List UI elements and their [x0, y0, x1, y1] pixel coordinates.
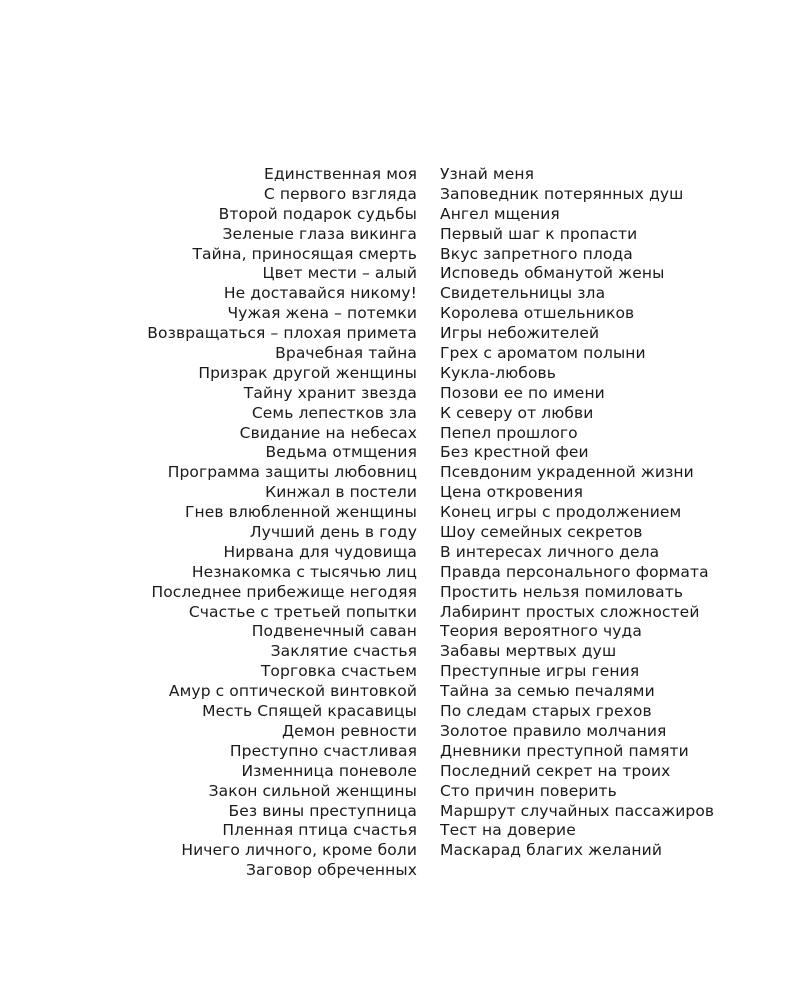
- book-title: Ангел мщения: [440, 204, 560, 223]
- book-title: Шоу семейных секретов: [440, 523, 643, 542]
- book-title: Тайна за семью печалями: [440, 682, 655, 701]
- book-title: Заклятие счастья: [270, 642, 417, 661]
- book-title: Программа защиты любовниц: [167, 463, 417, 482]
- book-title: Последний секрет на троих: [440, 761, 671, 780]
- book-title: Пленная птица счастья: [222, 821, 417, 840]
- book-title: Заговор обреченных: [245, 861, 417, 880]
- book-title: Торговка счастьем: [260, 662, 417, 681]
- book-title: Маршрут случайных пассажиров: [440, 801, 715, 820]
- book-title: Тест на доверие: [440, 821, 576, 840]
- book-title: Амур с оптической винтовкой: [168, 682, 417, 701]
- book-title: Закон сильной женщины: [208, 781, 417, 800]
- book-title: Золотое правило молчания: [440, 721, 667, 740]
- book-title: Забавы мертвых душ: [440, 642, 617, 661]
- book-title: Первый шаг к пропасти: [440, 224, 638, 243]
- book-title: Правда персонального формата: [440, 562, 709, 581]
- book-title: Тайну хранит звезда: [243, 383, 417, 402]
- book-title: Без вины преступница: [228, 801, 417, 820]
- book-title: Кинжал в постели: [265, 483, 417, 502]
- book-title: Месть Спящей красавицы: [202, 702, 417, 721]
- book-title: Преступно счастливая: [229, 741, 417, 760]
- book-title: Простить нельзя помиловать: [440, 582, 684, 601]
- book-title: Цена откровения: [440, 483, 584, 502]
- book-title: К северу от любви: [440, 403, 594, 422]
- book-title: Королева отшельников: [440, 304, 635, 323]
- book-title: Нирвана для чудовища: [223, 542, 417, 561]
- book-title: Теория вероятного чуда: [440, 622, 642, 641]
- book-title: Пепел прошлого: [440, 423, 578, 442]
- book-title: Изменница поневоле: [241, 761, 417, 780]
- book-title: Дневники преступной памяти: [440, 741, 689, 760]
- book-title: В интересах личного дела: [440, 542, 660, 561]
- book-title: Заповедник потерянных душ: [440, 184, 684, 203]
- book-title: Маскарад благих желаний: [440, 841, 663, 860]
- book-title: Ведьма отмщения: [265, 443, 417, 462]
- book-title: Вкус запретного плода: [440, 244, 633, 263]
- book-title: Свидание на небесах: [239, 423, 417, 442]
- book-title: Счастье с третьей попытки: [188, 602, 417, 621]
- book-title: Цвет мести – алый: [262, 264, 417, 283]
- book-title: Тайна, приносящая смерть: [192, 244, 417, 263]
- book-title: Единственная моя: [263, 165, 417, 183]
- book-title: Грех с ароматом полыни: [440, 344, 646, 363]
- book-title: Возвращаться – плохая примета: [147, 324, 417, 343]
- book-title: Ничего личного, кроме боли: [181, 841, 417, 860]
- book-title-list-right: [440, 165, 714, 861]
- book-title: Демон ревности: [281, 721, 417, 740]
- book-title: Конец игры с продолжением: [440, 503, 682, 522]
- book-title: Второй подарок судьбы: [218, 204, 417, 223]
- book-title: С первого взгляда: [263, 184, 417, 203]
- book-title: Не доставайся никому!: [223, 284, 417, 303]
- book-title: Преступные игры гения: [440, 662, 640, 681]
- book-title: Чужая жена – потемки: [227, 304, 417, 323]
- book-title: Без крестной феи: [440, 443, 589, 462]
- book-title: Исповедь обманутой жены: [440, 264, 665, 283]
- book-title: Кукла-любовь: [440, 363, 557, 382]
- book-title: Зеленые глаза викинга: [222, 224, 417, 243]
- book-title: Незнакомка с тысячью лиц: [191, 562, 417, 581]
- book-title: Псевдоним украденной жизни: [440, 463, 694, 482]
- book-title: Семь лепестков зла: [251, 403, 417, 422]
- book-title: Гнев влюбленной женщины: [184, 503, 417, 522]
- book-title: Последнее прибежище негодяя: [151, 582, 417, 601]
- book-title: Лучший день в году: [249, 523, 417, 542]
- book-title: Узнай меня: [440, 165, 535, 183]
- book-title-list-left: [147, 165, 417, 881]
- book-title: Свидетельницы зла: [440, 284, 606, 303]
- book-title: Призрак другой женщины: [198, 363, 417, 382]
- book-title: Игры небожителей: [440, 324, 600, 343]
- book-title: Врачебная тайна: [275, 344, 417, 363]
- book-title: Сто причин поверить: [440, 781, 617, 800]
- book-title: Позови ее по имени: [440, 383, 605, 402]
- book-title: Подвенечный саван: [251, 622, 417, 641]
- book-title: По следам старых грехов: [440, 702, 652, 721]
- book-title: Лабиринт простых сложностей: [440, 602, 700, 621]
